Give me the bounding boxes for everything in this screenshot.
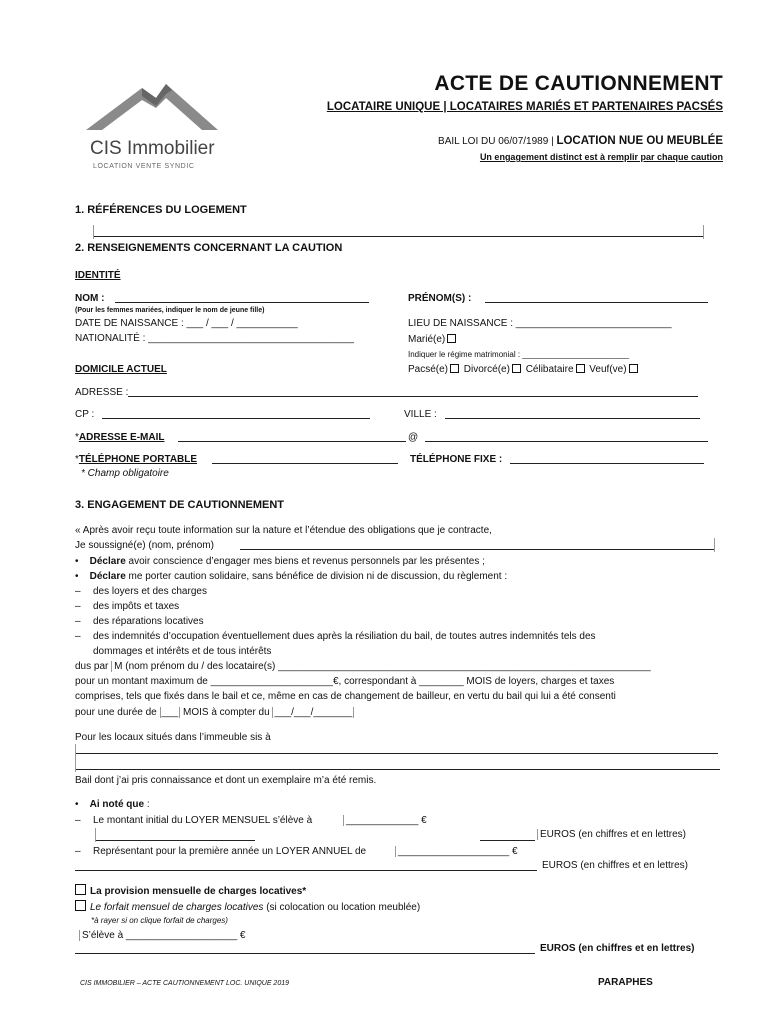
celib-checkbox[interactable] <box>576 364 585 373</box>
ville-field[interactable] <box>445 418 700 419</box>
loyer2-words-field[interactable] <box>75 870 537 871</box>
loyer1-words-field[interactable] <box>95 840 255 841</box>
duree-field[interactable]: ___ <box>161 707 179 718</box>
dash1-text: des loyers et des charges <box>93 586 207 597</box>
field-edge <box>714 538 715 552</box>
law-line <box>438 135 723 147</box>
locataire-field[interactable]: M (nom prénom du / des locataire(s) ___________________________________________________________________ <box>111 661 651 672</box>
email-at: @ <box>408 432 419 443</box>
declare-bold: Déclare <box>89 556 126 567</box>
montant-line[interactable]: pour un montant maximum de ______________________€, correspondant à ________ MOIS de loyers, charges et taxes <box>75 676 615 687</box>
prenom-field[interactable] <box>485 302 708 303</box>
marie-checkbox[interactable] <box>447 334 456 343</box>
field-edge <box>95 828 96 842</box>
dash-item: – des impôts et taxes <box>75 601 180 612</box>
loyer2-item: – Représentant pour la première année un LOYER ANNUEL de <box>75 846 367 857</box>
intro-text: « Après avoir reçu toute information sur la nature et l’étendue des obligations que je contracte, <box>75 525 492 536</box>
locaux-field-2[interactable] <box>75 769 720 770</box>
loyer1-label: Le montant initial du LOYER MENSUEL s’élève à <box>93 815 313 826</box>
footer-ref: CIS IMMOBILIER – ACTE CAUTIONNEMENT LOC. UNIQUE 2019 <box>80 980 290 987</box>
marie-label: Marié(e) <box>408 334 446 345</box>
euros1-label: EUROS (en chiffres et en lettres) <box>537 829 686 840</box>
dash3-text: des réparations locatives <box>93 616 204 627</box>
date-debut-field[interactable]: ___/___/_______ <box>274 707 353 718</box>
forfait-option[interactable] <box>75 900 420 913</box>
cp-field[interactable] <box>102 418 370 419</box>
loyer2-field[interactable]: ____________________ € <box>395 846 518 857</box>
pacse-label: Pacsé(e) <box>408 364 449 375</box>
email-label-text: ADRESSE E-MAIL <box>78 432 165 443</box>
forfait-label: Le forfait mensuel de charges locatives <box>90 902 264 913</box>
declare2-item: • Déclare me porter caution solidaire, sans bénéfice de division ni de discussion, du règlement : <box>75 571 508 582</box>
bail-line: Bail dont j’ai pris connaissance et dont un exemplaire m’a été remis. <box>75 775 377 786</box>
email-domain-field[interactable] <box>425 441 708 442</box>
tel-label-text: TÉLÉPHONE PORTABLE <box>78 454 198 465</box>
locaux-label: Pour les locaux situés dans l’immeuble sis à <box>75 732 271 743</box>
locaux-field-1[interactable] <box>75 753 718 754</box>
nom-label: NOM : <box>75 293 105 304</box>
divorce-label: Divorcé(e) <box>463 364 510 375</box>
loyer1-item: – Le montant initial du LOYER MENSUEL s’élève à <box>75 815 313 826</box>
forfait-checkbox[interactable] <box>75 900 86 911</box>
compter-label: MOIS à compter du <box>182 707 270 718</box>
logo-tagline: LOCATION VENTE SYNDIC <box>93 163 195 170</box>
dash2-text: des impôts et taxes <box>93 601 180 612</box>
rayer-note: *à rayer si on clique forfait de charges) <box>91 916 228 925</box>
ainote-bold: Ai noté que <box>89 799 145 810</box>
duree-label: pour une durée de <box>75 707 157 718</box>
ainote-item: • Ai noté que : <box>75 799 150 810</box>
page-subtitle: LOCATAIRE UNIQUE | LOCATAIRES MARIÉS ET PARTENAIRES PACSÉS <box>326 101 723 113</box>
field-edge <box>93 225 94 239</box>
duspar-line[interactable] <box>75 661 651 672</box>
duspar-label: dus par <box>75 661 109 672</box>
logement-field[interactable] <box>93 236 703 237</box>
dash4-text: des indemnités d’occupation éventuellement dues après la résiliation du bail, de toutes autres indemnités tels des <box>93 631 596 642</box>
dash-item: – des réparations locatives <box>75 616 204 627</box>
required-mark: * <box>75 432 79 443</box>
dob-field[interactable]: DATE DE NAISSANCE : ___ / ___ / ___________ <box>75 318 298 329</box>
marie-option[interactable] <box>408 334 458 345</box>
nom-hint: (Pour les femmes mariées, indiquer le nom de jeune fille) <box>75 307 265 314</box>
regime-field[interactable]: Indiquer le régime matrimonial : ________________________ <box>408 350 630 359</box>
domicile-heading: DOMICILE ACTUEL <box>75 364 167 375</box>
tel-label <box>75 454 197 465</box>
provision-option[interactable] <box>75 884 306 897</box>
divorce-checkbox[interactable] <box>512 364 521 373</box>
adresse-field[interactable] <box>128 396 698 397</box>
section3-title: 3. ENGAGEMENT DE CAUTIONNEMENT <box>75 499 285 511</box>
loyer1-field[interactable]: _____________ € <box>343 815 427 826</box>
ville-label: VILLE : <box>404 409 437 420</box>
declare-bold: Déclare <box>89 571 126 582</box>
loyer1-words-field-2[interactable] <box>480 840 535 841</box>
lieu-field[interactable]: LIEU DE NAISSANCE : ____________________________ <box>408 318 672 329</box>
dash-item: – des indemnités d’occupation éventuellement dues après la résiliation du bail, de toutes autres indemnités tels des <box>75 631 596 642</box>
celib-label: Célibataire <box>525 364 574 375</box>
tel-fixe-label: TÉLÉPHONE FIXE : <box>410 454 503 465</box>
field-edge <box>75 744 76 772</box>
declare1-text: avoir conscience d’engager mes biens et revenus personnels par les présentes ; <box>125 556 485 567</box>
champ-obligatoire-note: * Champ obligatoire <box>81 468 169 479</box>
euros2-label: EUROS (en chiffres et en lettres) <box>542 860 688 871</box>
location-type: LOCATION NUE OU MEUBLÉE <box>556 135 723 147</box>
cp-label: CP : <box>75 409 95 420</box>
logo-name: CIS Immobilier <box>90 138 215 159</box>
field-edge <box>703 225 704 239</box>
comprises-line: comprises, tels que fixés dans le bail et ce, même en cas de changement de bailleur, en vertu du bail qui lui a été consenti <box>75 691 616 702</box>
prenom-label: PRÉNOM(S) : <box>408 293 472 304</box>
page-title: ACTE DE CAUTIONNEMENT <box>434 72 723 95</box>
declare2-text: me porter caution solidaire, sans bénéfice de division ni de discussion, du règlement : <box>125 571 508 582</box>
veuf-checkbox[interactable] <box>629 364 638 373</box>
seleve-field[interactable]: S’élève à ____________________ € <box>79 930 246 941</box>
provision-label: La provision mensuelle de charges locatives* <box>90 886 307 897</box>
euros3-label: EUROS (en chiffres et en lettres) <box>540 943 695 954</box>
loyer2-label: Représentant pour la première année un LOYER ANNUEL de <box>93 846 367 857</box>
required-mark: * <box>75 454 79 465</box>
status-options <box>408 364 640 375</box>
section2-title: 2. RENSEIGNEMENTS CONCERNANT LA CAUTION <box>75 242 343 254</box>
nationalite-field[interactable]: NATIONALITÉ : _____________________________________ <box>75 333 354 344</box>
tel-fixe-field[interactable] <box>510 463 704 464</box>
forfait-note: (si colocation ou location meublée) <box>263 902 421 913</box>
soussigne-label: Je soussigné(e) (nom, prénom) <box>75 540 214 551</box>
pacse-checkbox[interactable] <box>450 364 459 373</box>
soussigne-field[interactable] <box>240 549 714 550</box>
dash-item: – des loyers et des charges <box>75 586 207 597</box>
identite-heading: IDENTITÉ <box>75 270 121 281</box>
provision-checkbox[interactable] <box>75 884 86 895</box>
tel-field[interactable] <box>212 463 398 464</box>
section1-title: 1. RÉFÉRENCES DU LOGEMENT <box>75 204 247 216</box>
email-label <box>75 432 164 443</box>
nom-field[interactable] <box>115 302 369 303</box>
veuf-label: Veuf(ve) <box>589 364 627 375</box>
duree-line[interactable] <box>75 707 354 718</box>
dash4-cont: dommages et intérêts et de tous intérêts <box>93 646 272 657</box>
paraphes-label: PARAPHES <box>598 977 653 988</box>
law-ref: BAIL LOI DU 06/07/1989 | <box>438 136 554 147</box>
email-user-field[interactable] <box>178 441 406 442</box>
ainote-colon: : <box>144 799 150 810</box>
header-note: Un engagement distinct est à remplir par chaque caution <box>479 152 723 162</box>
seleve-words-field[interactable] <box>75 953 535 954</box>
declare1-item: • Déclare avoir conscience d’engager mes biens et revenus personnels par les présentes ; <box>75 556 485 567</box>
adresse-label: ADRESSE : <box>75 387 129 398</box>
mountain-logo-icon <box>84 80 220 132</box>
